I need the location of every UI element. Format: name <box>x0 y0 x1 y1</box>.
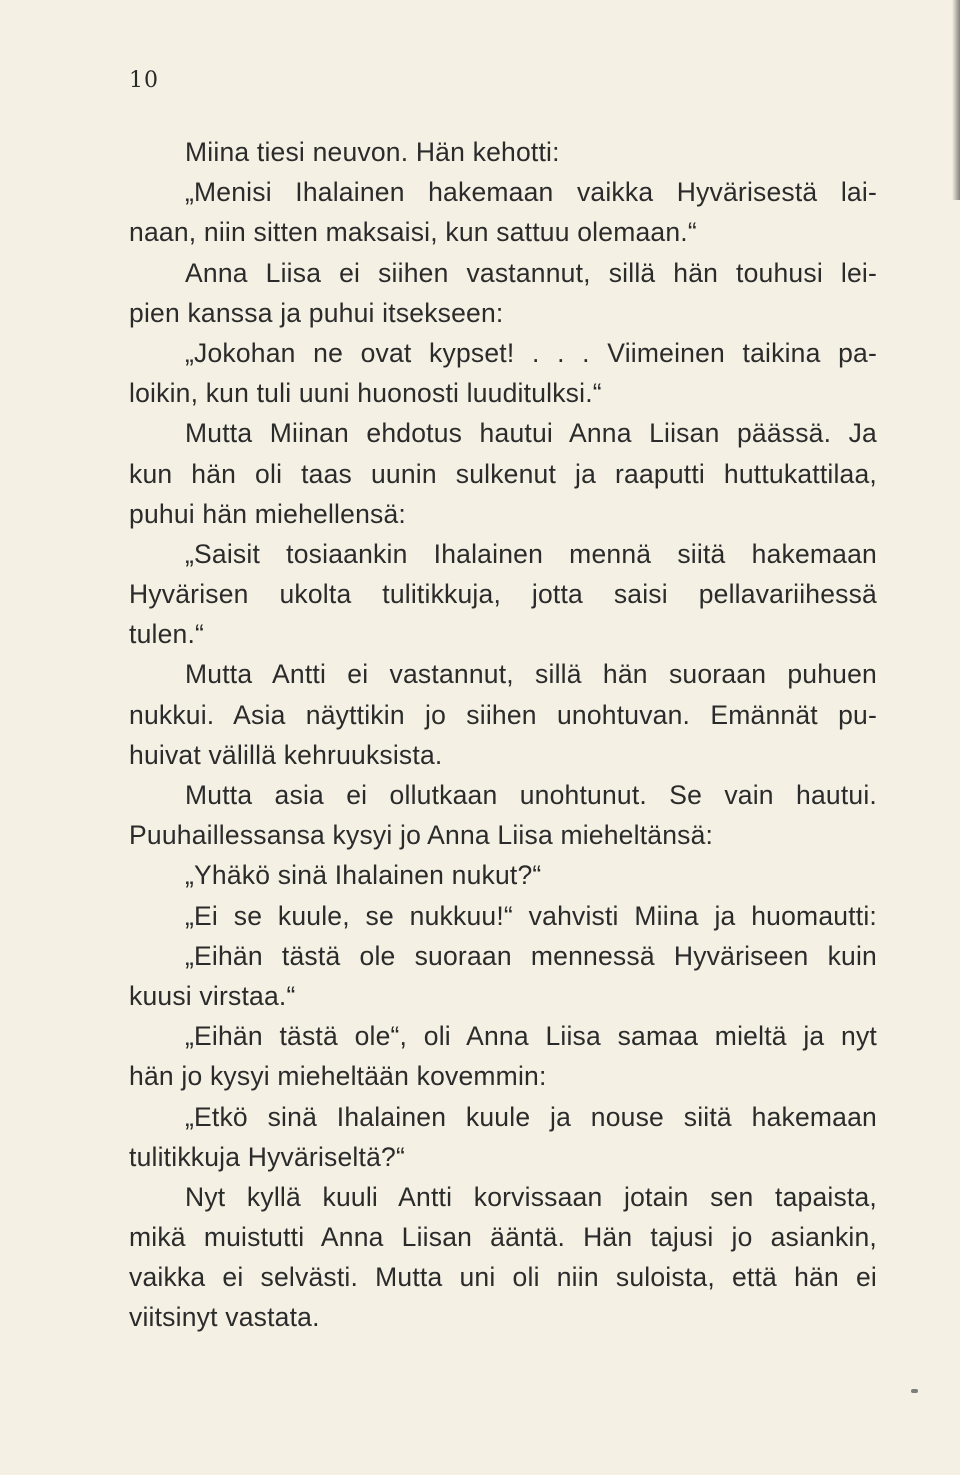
text-line: pien kanssa ja puhui itsekseen: <box>129 297 504 328</box>
text-line: vaikka ei selvästi. Mutta uni oli niin suloista, että hän ei <box>129 1262 877 1293</box>
text-line: „Ei se kuule, se nukkuu!“ vahvisti Miina ja huomautti: <box>185 900 877 931</box>
text-line: mikä muistutti Anna Liisan ääntä. Hän tajusi jo asiankin, <box>129 1222 877 1253</box>
text-line: Mutta Miinan ehdotus hautui Anna Liisan päässä. Ja <box>185 418 877 449</box>
text-line: „Saisit tosiaankin Ihalainen mennä siitä hakemaan <box>185 538 877 569</box>
text-line: nukkui. Asia näyttikin jo siihen unohtuvan. Emännät pu- <box>129 699 877 730</box>
text-line: tulitikkuja Hyväriseltä?“ <box>129 1141 405 1172</box>
text-line: puhui hän miehellensä: <box>129 498 406 529</box>
text-line: hän jo kysyi mieheltään kovemmin: <box>129 1061 547 1092</box>
text-line: Hyvärisen ukolta tulitikkuja, jotta saisi pellavariihessä <box>129 579 877 610</box>
text-line: viitsinyt vastata. <box>129 1302 320 1333</box>
text-line: „Jokohan ne ovat kypset! . . . Viimeinen taikina pa- <box>185 337 877 368</box>
page-number: 10 <box>129 68 159 93</box>
text-line: Nyt kyllä kuuli Antti korvissaan jotain sen tapaista, <box>185 1181 877 1212</box>
text-line: Mutta Antti ei vastannut, sillä hän suoraan puhuen <box>185 659 877 690</box>
text-line: kuusi virstaa.“ <box>129 980 296 1011</box>
body-text <box>129 132 877 1338</box>
text-line: „Eihän tästä ole suoraan mennessä Hyväriseen kuin <box>185 940 877 971</box>
text-line: „Eihän tästä ole“, oli Anna Liisa samaa mieltä ja nyt <box>185 1021 877 1052</box>
text-line: huivat välillä kehruuksista. <box>129 739 443 770</box>
page-edge-shadow <box>952 0 960 200</box>
text-line: kun hän oli taas uunin sulkenut ja raaputti huttukattilaa, <box>129 458 877 489</box>
text-line: naan, niin sitten maksaisi, kun sattuu olemaan.“ <box>129 217 697 248</box>
text-line: „Yhäkö sinä Ihalainen nukut?“ <box>185 860 542 891</box>
text-line: Mutta asia ei ollutkaan unohtunut. Se vain hautui. <box>185 780 877 810</box>
text-line: tulen.“ <box>129 619 205 650</box>
text-line: Anna Liisa ei siihen vastannut, sillä hän touhusi lei- <box>185 257 877 288</box>
print-speck <box>911 1389 918 1393</box>
text-line: Puuhaillessansa kysyi jo Anna Liisa mieheltänsä: <box>129 820 714 851</box>
text-line: loikin, kun tuli uuni huonosti luuditulksi.“ <box>129 378 602 409</box>
text-line: „Menisi Ihalainen hakemaan vaikka Hyvärisestä lai- <box>185 177 877 208</box>
text-line: „Etkö sinä Ihalainen kuule ja nouse siitä hakemaan <box>185 1101 877 1132</box>
text-line: Miina tiesi neuvon. Hän kehotti: <box>185 137 560 167</box>
